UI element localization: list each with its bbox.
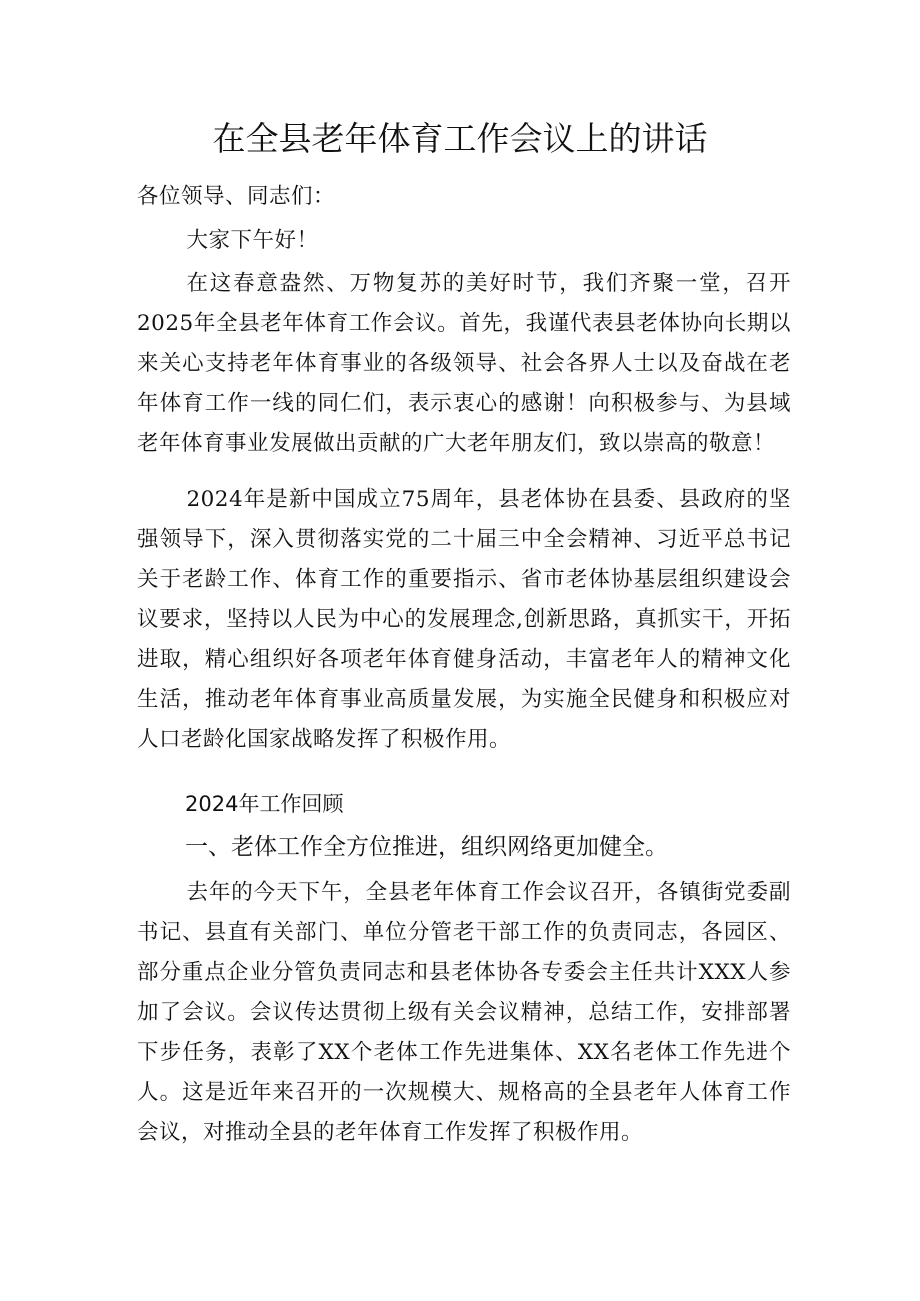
section-heading: 2024年工作回顾 (185, 792, 344, 816)
subheading-one: 一、老体工作全方位推进，组织网络更加健全。 (185, 834, 668, 860)
paragraph-2024-summary: 2024年是新中国成立75周年，县老体协在县委、县政府的坚强领导下，深入贯彻落实党的二十届三中全会精神、习近平总书记关于老龄工作、体育工作的重要指示、省市老体协基层组织建设会议要求，坚持以人民为中心的发展理念,创新思路，真抓实干，开拓进取，精心组织好各项老年体育健身活动，丰富老年人的精神文化生活，推动老年体育事业高质量发展，为实施全民健身和积极应对人口老龄化国家战略发挥了积极作用。 (137, 487, 791, 752)
paragraph-review: 去年的今天下午，全县老年体育工作会议召开，各镇街党委副书记、县直有关部门、单位分管老干部工作的负责同志，各园区、部分重点企业分管负责同志和县老体协各专委会主任共计XXX人参加了会议。会议传达贯彻上级有关会议精神，总结工作，安排部署下步任务，表彰了XX个老体工作先进集体、XX名老体工作先进个人。这是近年来召开的一次规模大、规格高的全县老年人体育工作会议，对推动全县的老年体育工作发挥了积极作用。 (137, 880, 791, 1145)
paragraph-opening: 在这春意盎然、万物复苏的美好时节，我们齐聚一堂，召开2025年全县老年体育工作会议。首先，我谨代表县老体协向长期以来关心支持老年体育事业的各级领导、社会各界人士以及奋战在老年体育工作一线的同仁们，表示衷心的感谢！向积极参与、为县域老年体育事业发展做出贡献的广大老年朋友们，致以崇高的敬意！ (137, 271, 791, 456)
salutation: 各位领导、同志们： (137, 184, 336, 209)
document-title: 在全县老年体育工作会议上的讲话 (212, 119, 708, 158)
greeting: 大家下午好！ (186, 228, 319, 253)
